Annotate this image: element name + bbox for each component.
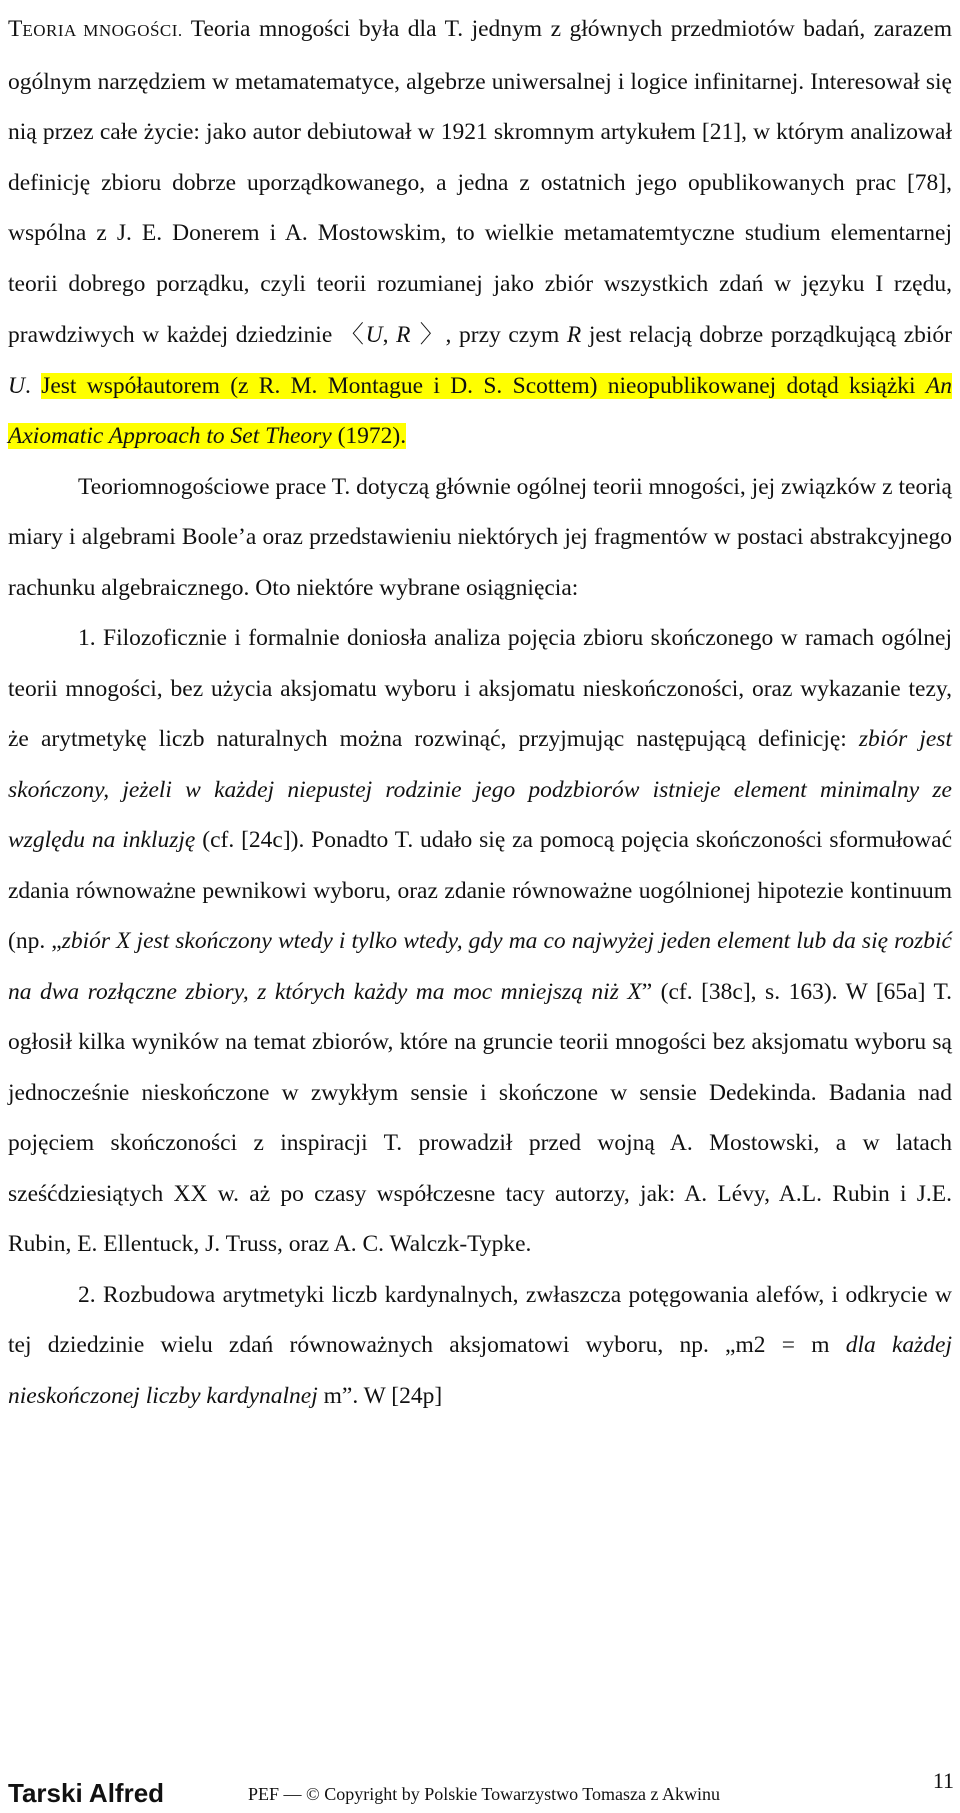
footer-author: Tarski Alfred <box>8 1778 165 1808</box>
symbol-R: R <box>396 322 411 348</box>
paragraph-teoria-mnogosci <box>8 0 952 462</box>
section-head-initial: T <box>8 16 23 42</box>
section-head-rest: EORIA MNOGOŚCI. <box>22 21 183 40</box>
page-footer <box>0 1768 960 1808</box>
definition-italic: zbiór jest skończony, jeżeli w każdej niepustej rodzinie jego podzbiorów istnieje element minimalny ze względu na inkluzję <box>8 726 952 853</box>
paragraph-text: Teoria mnogości była dla T. jednym z głównych przedmiotów badań, zarazem ogólnym narzędziem w metamatematyce, algebrze uniwersalnej i logice infinitarnej. Interesował się nią przez całe życie: jako autor debiutował w 1921 skromnym artykułem [21], w którym analizował definicję zbioru dobrze uporządkowanego, a jedna z ostatnich jego opublikowanych prac [78], wspólna z J. E. Donerem i A. Mostowskim, to wielkie metamatemtyczne studium elementarnej teorii dobrego porządku, czyli teorii rozumianej jako zbiór wszystkich zdań w języku I rzędu, prawdziwych w każdej dziedzinie <box>8 16 952 348</box>
footer-copyright: PEF — © Copyright by Polskie Towarzystwo Tomasza z Akwinu <box>248 1784 720 1804</box>
paragraph-text: m”. W [24p] <box>317 1382 443 1409</box>
paragraph-text: ” (cf. [38c], s. 163). W [65a] T. ogłosił kilka wyników na temat zbiorów, które na gruncie teorii mnogości bez aksjomatu wyboru są jednocześnie nieskończone w zwykłym sensie i skończone w sensie Dedekinda. Badania nad pojęciem skończoności z inspiracji T. prowadził przed wojną A. Mostowski, a w latach sześćdziesiątych XX w. aż po czasy współczesne tacy autorzy, jak: A. Lévy, A.L. Rubin i J.E. Rubin, E. Ellentuck, J. Truss, oraz A. C. Walczk-Typke. <box>8 978 952 1257</box>
symbol-R: R <box>566 322 582 348</box>
paragraph-item-2 <box>8 1270 952 1422</box>
paragraph-text: Teoriomnogościowe prace T. dotyczą głównie ogólnej teorii mnogości, jej związków z teorią miary i algebrami Boole’a oraz przedstawieniu niektórych jej fragmentów w postaci abstrakcyjnego rachunku algebraicznego. Oto niektóre wybrane osiągnięcia: <box>8 473 952 601</box>
example-italic: zbiór X jest skończony wtedy i tylko wtedy, gdy ma co najwyżej jeden element lub da się rozbić na dwa rozłączne zbiory, z których każdy ma moc mniejszą niż X <box>8 928 952 1005</box>
document-page <box>8 0 952 1421</box>
highlighted-text: Jest współautorem (z R. M. Montague i D. S. Scottem) nieopublikowanej dotąd książki <box>41 372 926 399</box>
highlighted-text: (1972). <box>331 423 407 449</box>
right-angle-bracket: 〉 <box>410 320 446 348</box>
paragraph-item-1 <box>8 613 952 1270</box>
left-angle-bracket: 〈 <box>339 320 366 348</box>
paragraph-text: . <box>24 372 42 399</box>
formula-italic: dla każdej nieskończonej liczby kardynalnej <box>8 1332 952 1409</box>
paragraph-text: , przy czym <box>445 322 567 348</box>
paragraph-teoriomnogosciowe-prace <box>8 462 952 614</box>
paragraph-text: jest relacją dobrze porządkującą zbiór <box>581 322 952 348</box>
paragraph-text: (cf. [24c]). Ponadto T. udało się za pomocą pojęcia skończoności sformułować zdania równoważne pewnikowi wyboru, oraz zdanie równoważne uogólnionej hipotezie kontinuum (np. „ <box>8 827 953 954</box>
paragraph-text: , <box>382 322 397 348</box>
symbol-U: U <box>8 372 25 399</box>
highlighted-book-title: An Axiomatic Approach to Set Theory <box>8 372 952 449</box>
paragraph-text: 1. Filozoficznie i formalnie doniosła analiza pojęcia zbioru skończonego w ramach ogólnej teorii mnogości, bez użycia aksjomatu wyboru i aksjomatu nieskończoności, oraz wykazanie tezy, że arytmetykę liczb naturalnych można rozwinąć, przyjmując następującą definicję: <box>8 625 952 752</box>
paragraph-text: 2. Rozbudowa arytmetyki liczb kardynalnych, zwłaszcza potęgowania alefów, i odkrycie w tej dziedzinie wielu zdań równoważnych aksjomatowi wyboru, np. „m2 = m <box>8 1281 952 1358</box>
symbol-U: U <box>365 322 383 348</box>
page-number: 11 <box>932 1768 954 1793</box>
